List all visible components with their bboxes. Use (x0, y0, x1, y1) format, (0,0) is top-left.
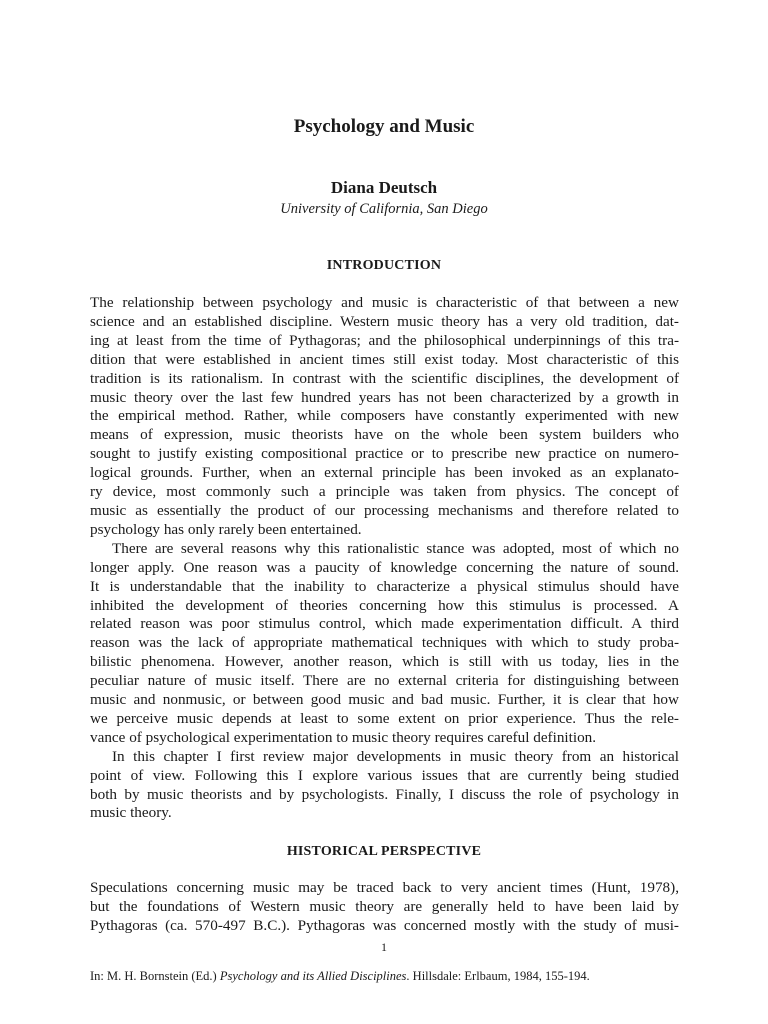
text-line: vance of psychological experimentation to music theory requires careful definition. (90, 728, 597, 746)
text-line: longer apply. One reason was a paucity of knowledge concerning the nature of sound. (90, 558, 679, 576)
text-line: dition that were established in ancient times still exist today. Most characteristic of this (90, 350, 679, 368)
text-line: Pythagoras (ca. 570-497 B.C.). Pythagoras was concerned mostly with the study of musi- (90, 916, 679, 934)
text-line: music theory. (90, 804, 172, 822)
text-line: sought to justify existing compositional practice or to prescribe new practice on numero- (90, 445, 679, 463)
text-line: peculiar nature of music itself. There are no external criteria for distinguishing between (90, 672, 679, 690)
text-line: psychology has only rarely been entertained. (90, 520, 362, 538)
text-line: related reason was poor stimulus control, which made experimentation difficult. A third (90, 615, 679, 633)
author-name: Diana Deutsch (330, 178, 438, 197)
page-number: 1 (381, 940, 387, 954)
text-line: It is understandable that the inability to characterize a physical stimulus should have (90, 577, 679, 595)
text-line: In this chapter I first review major developments in music theory from an historical (112, 747, 679, 765)
text-line: There are several reasons why this rationalistic stance was adopted, most of which no (112, 539, 679, 557)
text-line: bilistic phenomena. However, another reason, which is still with us today, lies in the (90, 653, 679, 671)
footnote-book-title: Psychology and its Allied Disciplines (219, 969, 407, 983)
text-line: means of expression, music theorists have on the whole been system builders who (90, 426, 679, 444)
text-line: inhibited the development of theories concerning how this stimulus is processed. A (90, 596, 679, 614)
citation-footnote (90, 969, 590, 984)
text-line: we perceive music depends at least to some extent on prior experience. Thus the rele- (90, 709, 679, 727)
text-line: music theory over the last few hundred years has not been characterized by a growth in (90, 388, 679, 406)
text-line: both by music theorists and by psychologists. Finally, I discuss the role of psychology in (90, 785, 679, 803)
text-line: Speculations concerning music may be traced back to very ancient times (Hunt, 1978), (90, 879, 679, 896)
text-line: logical grounds. Further, when an external principle has been invoked as an explanato- (90, 464, 679, 482)
footnote-suffix: . Hillsdale: Erlbaum, 1984, 155-194. (406, 969, 590, 983)
paper-title: Psychology and Music (293, 116, 475, 137)
section-heading-introduction: INTRODUCTION (326, 258, 442, 273)
text-line: reason was the lack of appropriate mathematical techniques with which to study proba- (90, 634, 679, 652)
text-line: ry device, most commonly such a principle was taken from physics. The concept of (90, 483, 679, 501)
text-line: tradition is its rationalism. In contrast with the scientific disciplines, the development of (90, 369, 679, 387)
text-line: The relationship between psychology and music is characteristic of that between a new (90, 294, 679, 311)
footnote-prefix: In: M. H. Bornstein (Ed.) (90, 969, 220, 983)
text-line: point of view. Following this I explore various issues that are currently being studied (90, 766, 679, 784)
text-line: music and nonmusic, or between good music and bad music. Further, it is clear that how (90, 691, 679, 709)
text-line: ing at least from the time of Pythagoras; and the philosophical underpinnings of this tra- (90, 331, 679, 349)
text-line: the empirical method. Rather, while composers have constantly experimented with new (90, 407, 679, 425)
author-affiliation: University of California, San Diego (280, 201, 488, 217)
text-line: science and an established discipline. Western music theory has a very old tradition, dat- (90, 312, 679, 330)
historical-body (90, 879, 679, 936)
introduction-body (90, 294, 679, 823)
text-line: but the foundations of Western music theory are generally held to have been laid by (90, 897, 679, 915)
text-line: music as essentially the product of our processing mechanisms and therefore related to (90, 501, 679, 519)
section-heading-historical-perspective: HISTORICAL PERSPECTIVE (286, 844, 482, 859)
